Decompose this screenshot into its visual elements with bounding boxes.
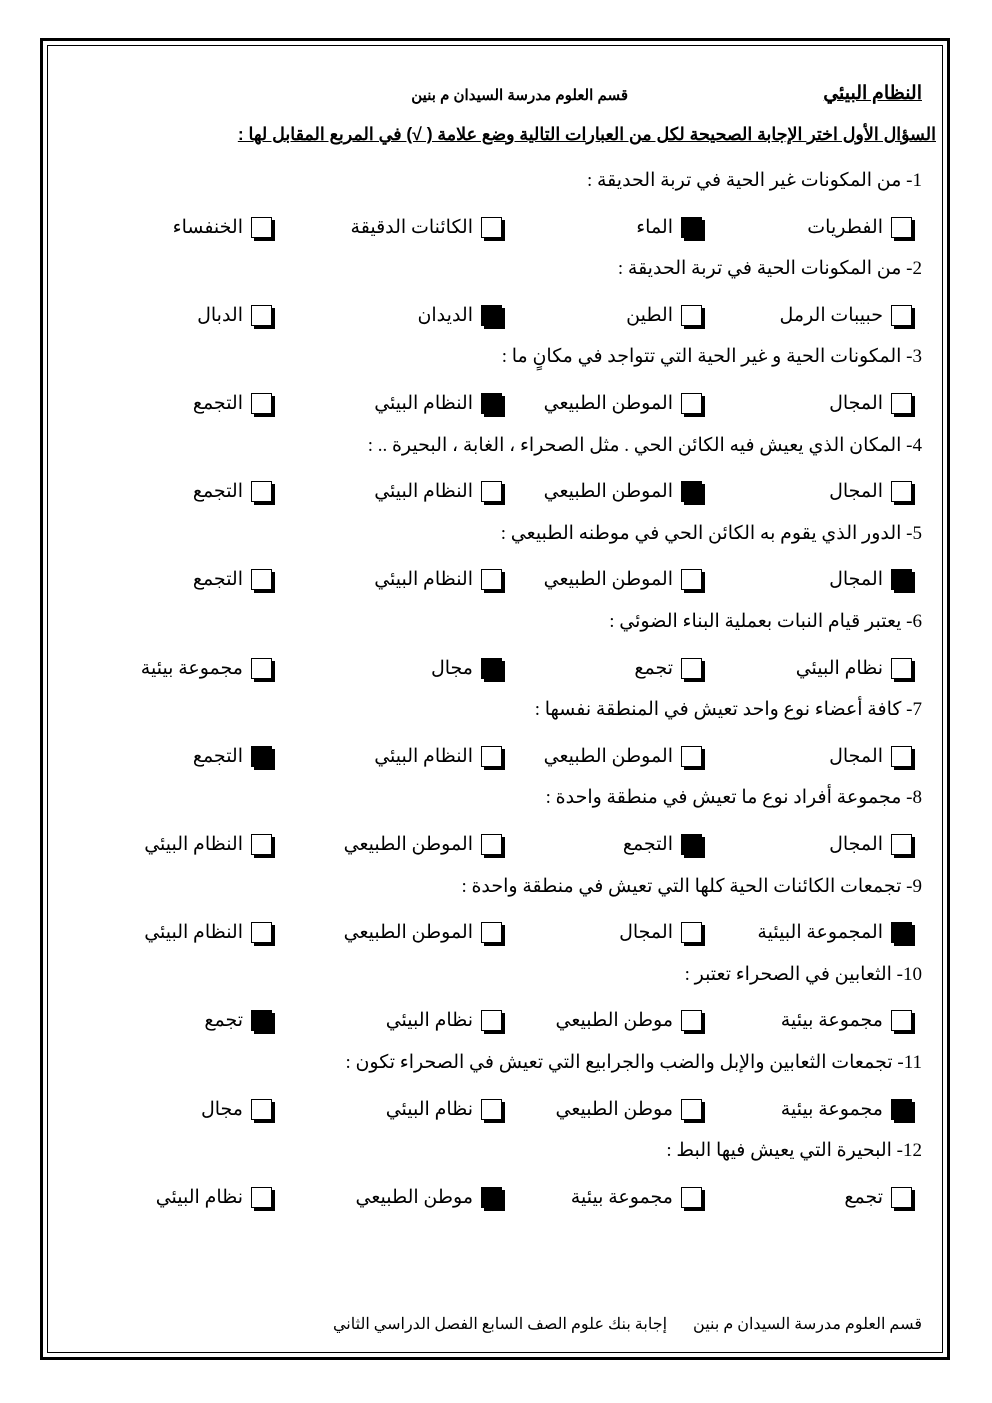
question-text: 3- المكونات الحية و غير الحية التي تتواجد في مكانٍ ما : (501, 346, 922, 368)
checkbox-icon[interactable] (251, 922, 272, 943)
checkbox-icon[interactable] (891, 1010, 912, 1031)
answer-options (60, 565, 912, 595)
checkbox-icon[interactable] (891, 834, 912, 855)
checkbox-icon[interactable] (481, 1010, 502, 1031)
answer-option[interactable] (556, 1094, 702, 1124)
answer-options (60, 1006, 912, 1036)
option-label: الخنفساء (172, 216, 243, 238)
answer-option[interactable] (544, 477, 702, 507)
answer-options (60, 741, 912, 771)
answer-option[interactable] (796, 653, 912, 683)
department-label: قسم العلوم مدرسة السيدان م بنين (411, 87, 628, 104)
checked-box-icon[interactable] (481, 305, 502, 326)
option-label: تجمع (204, 1010, 243, 1032)
option-label: النظام البيئي (144, 922, 243, 944)
option-label: المجال (829, 569, 883, 591)
option-label: المجال (829, 745, 883, 767)
answer-option[interactable] (374, 477, 502, 507)
option-label: التجمع (192, 481, 243, 503)
checkbox-icon[interactable] (681, 1099, 702, 1120)
checkbox-icon[interactable] (251, 1187, 272, 1208)
checked-box-icon[interactable] (891, 922, 912, 943)
checked-box-icon[interactable] (891, 1099, 912, 1120)
checkbox-icon[interactable] (891, 1187, 912, 1208)
answer-options (60, 1182, 912, 1212)
option-label: الدبال (197, 304, 243, 326)
checked-box-icon[interactable] (481, 658, 502, 679)
answer-options (60, 653, 912, 683)
checkbox-icon[interactable] (681, 746, 702, 767)
option-label: الماء (636, 216, 673, 238)
question-text: 6- يعتبر قيام النبات بعملية البناء الضوئي : (609, 611, 922, 632)
topic-title: النظام البيئي (823, 83, 922, 104)
checkbox-icon[interactable] (251, 569, 272, 590)
checkbox-icon[interactable] (481, 746, 502, 767)
answer-option[interactable] (626, 300, 702, 330)
checkbox-icon[interactable] (481, 834, 502, 855)
option-label: التجمع (192, 569, 243, 591)
checkbox-icon[interactable] (251, 393, 272, 414)
answer-option[interactable] (544, 388, 702, 418)
option-label: الموطن الطبيعي (543, 481, 673, 503)
answer-option[interactable] (844, 1182, 912, 1212)
option-label: المجال (619, 922, 673, 944)
answer-option[interactable] (201, 1094, 272, 1124)
question-instruction: السؤال الأول اختر الإجابة الصحيحة لكل من العبارات التالية وضع علامة ( √) في المربع المقابل لها : (237, 124, 936, 144)
question-text: 11- تجمعات الثعابين والإبل والضب والجرابيع التي تعيش في الصحراء تكون : (345, 1052, 922, 1073)
footer-department: قسم العلوم مدرسة السيدان م بنين (693, 1316, 922, 1333)
option-label: الموطن الطبيعي (543, 569, 673, 591)
answer-option[interactable] (344, 829, 502, 859)
option-label: مجموعة بيئية (780, 1010, 883, 1032)
option-label: الموطن الطبيعي (543, 392, 673, 414)
question-text: 5- الدور الذي يقوم به الكائن الحي في موطنه الطبيعي : (500, 522, 922, 544)
footer-title: إجابة بنك علوم الصف السابع الفصل الدراسي الثاني (332, 1316, 668, 1333)
option-label: النظام البيئي (144, 833, 243, 855)
checkbox-icon[interactable] (681, 658, 702, 679)
checkbox-icon[interactable] (251, 658, 272, 679)
option-label: موطن الطبيعي (555, 1010, 673, 1032)
option-label: الديدان (417, 304, 473, 326)
option-label: المجموعة البيئية (757, 922, 883, 944)
answer-option[interactable] (141, 653, 272, 683)
checkbox-icon[interactable] (481, 481, 502, 502)
question-text: 8- مجموعة أفراد نوع ما تعيش في منطقة واحدة : (545, 787, 922, 809)
answer-option[interactable] (623, 829, 702, 859)
answer-option[interactable] (780, 300, 913, 330)
option-label: الموطن الطبيعي (343, 833, 473, 855)
answer-option[interactable] (634, 653, 702, 683)
answer-options (60, 477, 912, 507)
option-label: المجال (829, 392, 883, 414)
answer-option[interactable] (144, 918, 272, 948)
option-label: التجمع (192, 392, 243, 414)
checkbox-icon[interactable] (891, 393, 912, 414)
checked-box-icon[interactable] (891, 569, 912, 590)
checkbox-icon[interactable] (681, 305, 702, 326)
answer-option[interactable] (386, 1094, 502, 1124)
answer-option[interactable] (193, 388, 272, 418)
option-label: نظام البيئي (155, 1186, 243, 1208)
question-text: 7- كافة أعضاء نوع واحد تعيش في المنطقة نفسها : (534, 699, 922, 721)
option-label: الفطريات (807, 216, 883, 238)
option-label: مجموعة بيئية (140, 657, 243, 679)
checkbox-icon[interactable] (481, 569, 502, 590)
checkbox-icon[interactable] (251, 305, 272, 326)
answer-option[interactable] (197, 300, 272, 330)
question-text: 4- المكان الذي يعيش فيه الكائن الحي . مثل الصحراء ، الغابة ، البحيرة .. : (367, 434, 922, 456)
answer-options (60, 918, 912, 948)
option-label: مجموعة بيئية (570, 1186, 673, 1208)
option-label: النظام البيئي (374, 745, 473, 767)
answer-option[interactable] (374, 388, 502, 418)
option-label: موطن الطبيعي (555, 1098, 673, 1120)
answer-option[interactable] (204, 1006, 272, 1036)
question-text: 2- من المكونات الحية في تربة الحديقة : (617, 258, 922, 280)
option-label: تجمع (634, 657, 673, 679)
checkbox-icon[interactable] (251, 481, 272, 502)
answer-option[interactable] (757, 918, 912, 948)
answer-options (60, 212, 912, 242)
answer-option[interactable] (571, 1182, 702, 1212)
answer-option[interactable] (193, 477, 272, 507)
checkbox-icon[interactable] (891, 481, 912, 502)
checkbox-icon[interactable] (681, 569, 702, 590)
answer-option[interactable] (431, 653, 502, 683)
answer-option[interactable] (829, 388, 912, 418)
checked-box-icon[interactable] (481, 1187, 502, 1208)
page-footer (60, 1314, 922, 1334)
option-label: الكائنات الدقيقة (350, 216, 473, 238)
answer-option[interactable] (351, 212, 502, 242)
option-label: نظام البيئي (385, 1098, 473, 1120)
answer-options (60, 388, 912, 418)
checked-box-icon[interactable] (251, 746, 272, 767)
checkbox-icon[interactable] (681, 922, 702, 943)
answer-option[interactable] (374, 741, 502, 771)
checked-box-icon[interactable] (481, 393, 502, 414)
option-label: حبيبات الرمل (779, 304, 883, 326)
answer-option[interactable] (781, 1006, 912, 1036)
option-label: النظام البيئي (374, 392, 473, 414)
question-text: 10- الثعابين في الصحراء تعتبر : (684, 963, 922, 985)
checkbox-icon[interactable] (251, 1099, 272, 1120)
option-label: مجموعة بيئية (780, 1098, 883, 1120)
option-label: تجمع (844, 1186, 883, 1208)
checkbox-icon[interactable] (481, 1099, 502, 1120)
checkbox-icon[interactable] (891, 658, 912, 679)
checked-box-icon[interactable] (681, 481, 702, 502)
checkbox-icon[interactable] (891, 746, 912, 767)
answer-option[interactable] (781, 1094, 912, 1124)
option-label: الموطن الطبيعي (543, 745, 673, 767)
checkbox-icon[interactable] (681, 1187, 702, 1208)
question-text: 9- تجمعات الكائنات الحية كلها التي تعيش في منطقة واحدة : (461, 875, 922, 897)
checkbox-icon[interactable] (481, 922, 502, 943)
question-text: 1- من المكونات غير الحية في تربة الحديقة : (586, 170, 922, 191)
question-text: 12- البحيرة التي يعيش فيها البط : (666, 1140, 922, 1162)
checkbox-icon[interactable] (251, 217, 272, 238)
option-label: المجال (829, 833, 883, 855)
option-label: الموطن الطبيعي (343, 922, 473, 944)
answer-option[interactable] (386, 1006, 502, 1036)
option-label: المجال (829, 481, 883, 503)
checkbox-icon[interactable] (891, 305, 912, 326)
option-label: مجال (200, 1098, 243, 1120)
option-label: النظام البيئي (374, 481, 473, 503)
answer-option[interactable] (193, 565, 272, 595)
checked-box-icon[interactable] (681, 834, 702, 855)
answer-options (60, 1094, 912, 1124)
option-label: مجال (430, 657, 473, 679)
checkbox-icon[interactable] (681, 393, 702, 414)
answer-option[interactable] (144, 829, 272, 859)
answer-option[interactable] (829, 477, 912, 507)
option-label: نظام البيئي (385, 1010, 473, 1032)
answer-options (60, 829, 912, 859)
checked-box-icon[interactable] (251, 1010, 272, 1031)
answer-option[interactable] (807, 212, 912, 242)
option-label: الطين (626, 304, 673, 326)
answer-option[interactable] (344, 918, 502, 948)
answer-option[interactable] (636, 212, 702, 242)
option-label: التجمع (622, 833, 673, 855)
answer-option[interactable] (193, 741, 272, 771)
checked-box-icon[interactable] (681, 217, 702, 238)
option-label: نظام البيئي (795, 657, 883, 679)
answer-option[interactable] (156, 1182, 272, 1212)
answer-option[interactable] (829, 565, 912, 595)
answer-option[interactable] (356, 1182, 502, 1212)
answer-option[interactable] (173, 212, 272, 242)
answer-option[interactable] (544, 565, 702, 595)
checkbox-icon[interactable] (251, 834, 272, 855)
answer-option[interactable] (544, 741, 702, 771)
answer-option[interactable] (374, 565, 502, 595)
answer-option[interactable] (829, 741, 912, 771)
checkbox-icon[interactable] (481, 217, 502, 238)
answer-option[interactable] (829, 829, 912, 859)
option-label: موطن الطبيعي (355, 1186, 473, 1208)
answer-option[interactable] (619, 918, 702, 948)
answer-options (60, 300, 912, 330)
page-header (70, 82, 922, 112)
checkbox-icon[interactable] (681, 1010, 702, 1031)
answer-option[interactable] (417, 300, 502, 330)
checkbox-icon[interactable] (891, 217, 912, 238)
option-label: النظام البيئي (374, 569, 473, 591)
option-label: التجمع (192, 745, 243, 767)
answer-option[interactable] (556, 1006, 702, 1036)
